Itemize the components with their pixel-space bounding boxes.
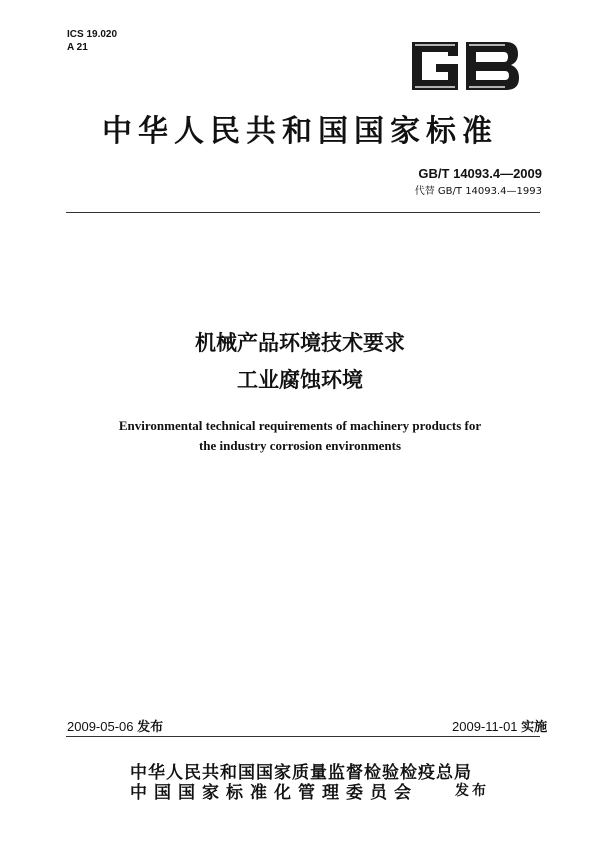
implementation-label: 实施: [521, 720, 548, 735]
impl-date-block: [452, 716, 547, 735]
issue-date: 2009-05-06: [67, 719, 134, 734]
footer-divider: [66, 736, 540, 737]
issue-label: 发布: [137, 720, 164, 735]
implementation-date: 2009-11-01: [452, 719, 518, 734]
title-en-line1: Environmental technical requirements of machinery products for: [118, 418, 482, 433]
standard-type-title: 中华人民共和国国家标准: [102, 114, 498, 149]
gb-logo: [406, 38, 522, 94]
issuer-org-1: 中华人民共和国国家质量监督检验检疫总局: [130, 763, 472, 783]
issue-date-block: [67, 716, 163, 735]
title-cn-line1: 机械产品环境技术要求: [195, 331, 405, 355]
issuer-org-2: 中国国家标准化管理委员会: [130, 783, 418, 803]
title-cn-line2: 工业腐蚀环境: [237, 368, 363, 392]
publish-label: 发布: [455, 783, 489, 799]
title-en-line2: the industry corrosion environments: [198, 438, 402, 453]
replaces-note: 代替 GB/T 14093.4—1993: [414, 186, 542, 197]
standard-code: GB/T 14093.4—2009: [418, 166, 542, 181]
ics-code: ICS 19.020: [67, 29, 118, 40]
header-divider: [66, 212, 540, 213]
ccs-code: A 21: [67, 42, 88, 53]
